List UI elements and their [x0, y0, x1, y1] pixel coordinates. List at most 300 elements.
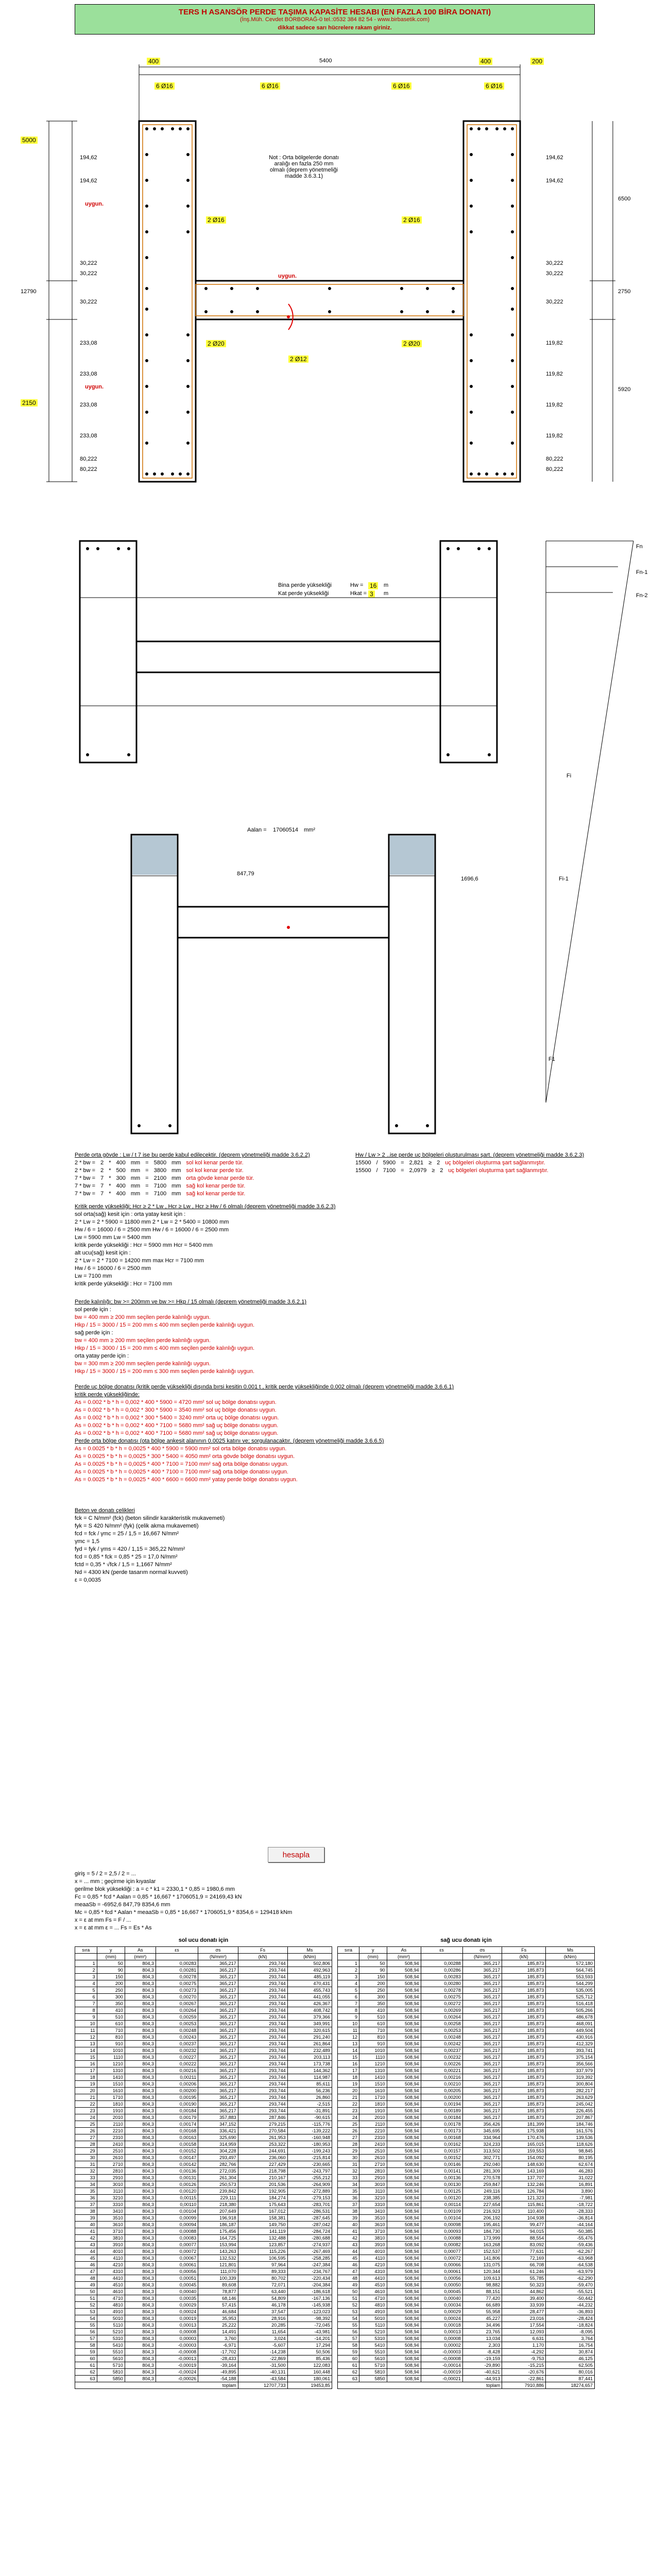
table-cell: 0,00237 — [421, 2047, 462, 2054]
table-cell: 508,94 — [387, 2248, 421, 2255]
bar-2020[interactable]: 2 Ø20 — [402, 340, 422, 347]
table-cell: 4710 — [97, 2295, 125, 2302]
kalinlik-row: sağ perde için : — [75, 1330, 113, 1336]
table-cell: 0,00018 — [421, 2322, 462, 2329]
table-cell: 365,217 — [462, 2108, 502, 2114]
table-cell: 13 — [338, 2041, 359, 2047]
table-cell: 293,744 — [238, 2074, 287, 2081]
table-cell: 4410 — [97, 2275, 125, 2282]
table-cell: 5810 — [359, 2369, 387, 2376]
table-cell: 16 — [338, 2061, 359, 2067]
table-row — [75, 2114, 332, 2121]
right-table-caption: sağ ucu donatı için — [440, 1937, 492, 1943]
table-cell: 5110 — [97, 2322, 125, 2329]
low-value: 119,82 — [546, 402, 563, 408]
calc-line: meaaSb = -6952,6 847,79 8354,6 mm — [75, 1902, 170, 1908]
donati2-row: As = 0.0025 * b * h = 0,0025 * 400 * 6600 = 6600 mm² yatay perde bölge donatısı uygun. — [75, 1477, 298, 1483]
table-cell: 0,00077 — [421, 2248, 462, 2255]
table-cell: 356,566 — [546, 2061, 595, 2067]
low-value: 119,82 — [546, 340, 563, 346]
table-row — [338, 2181, 595, 2188]
table-cell: 232,489 — [287, 2047, 332, 2054]
dim-left-flange[interactable]: 400 — [147, 58, 160, 65]
table-cell: 5510 — [359, 2349, 387, 2355]
hkat-input[interactable]: 3 — [368, 590, 375, 598]
table-cell: 804,3 — [125, 2061, 156, 2067]
table-cell: 1110 — [359, 2054, 387, 2061]
table-cell: 0,00082 — [421, 2242, 462, 2248]
table-row — [75, 2302, 332, 2309]
table-cell: 508,94 — [387, 1987, 421, 1994]
table-row — [338, 2376, 595, 2382]
side-dim[interactable]: 5000 — [21, 137, 38, 144]
table-cell: 293,744 — [238, 2081, 287, 2088]
table-cell: -43,584 — [238, 2376, 287, 2382]
kritik-row: alt ucu(sağ) kesit için : — [75, 1250, 131, 1256]
table-row — [75, 2369, 332, 2376]
table-cell: 3210 — [97, 2195, 125, 2201]
table-cell: 17 — [338, 2067, 359, 2074]
aalan-value: 17060514 — [273, 827, 298, 833]
table-cell: 508,94 — [387, 2094, 421, 2101]
table-cell: 508,94 — [387, 2188, 421, 2195]
table-cell: 99,477 — [502, 2222, 546, 2228]
table-cell: 804,3 — [125, 2047, 156, 2054]
table-cell: 206,192 — [462, 2215, 502, 2222]
table-cell: 185,873 — [502, 2034, 546, 2041]
table-cell: -0,00013 — [156, 2355, 198, 2362]
table-cell: 365,217 — [462, 2034, 502, 2041]
table-cell: 375,154 — [546, 2054, 595, 2061]
table-cell: 185,873 — [502, 2027, 546, 2034]
table-cell: 54 — [75, 2315, 97, 2322]
table-cell: 164,725 — [198, 2235, 238, 2242]
table-cell: -59,436 — [546, 2242, 595, 2248]
table-cell: 365,217 — [462, 2074, 502, 2081]
table-cell: 0,00152 — [156, 2148, 198, 2155]
table-row — [75, 2329, 332, 2335]
check-title-1: Perde orta gövde : Lw / t 7 ise bu perde kabul edilecektir. (deprem yönetmeliği madde 3.6.2.2) — [75, 1152, 310, 1158]
force-label: Fi — [566, 773, 572, 779]
table-cell: 2410 — [359, 2141, 387, 2148]
bar-label-1[interactable]: 6 Ø16 — [154, 82, 175, 90]
table-cell: 77,420 — [462, 2295, 502, 2302]
table-cell: 293,744 — [238, 2041, 287, 2047]
table-cell: 508,94 — [387, 2282, 421, 2289]
table-cell: -180,953 — [287, 2141, 332, 2148]
table-cell: 16,891 — [546, 2181, 595, 2188]
table-row — [338, 2315, 595, 2322]
table-cell: 804,3 — [125, 2215, 156, 2222]
table-cell: 334,964 — [462, 2134, 502, 2141]
bar-2012[interactable]: 2 Ø12 — [288, 355, 308, 363]
table-cell: 365,217 — [198, 2094, 238, 2101]
table-cell: 55 — [338, 2322, 359, 2329]
bottom-value: 80,222 — [546, 456, 563, 462]
hesapla-button[interactable]: hesapla — [268, 1847, 324, 1862]
table-cell: 51 — [75, 2295, 97, 2302]
table-cell: 293,744 — [238, 2021, 287, 2027]
table-cell: 293,744 — [238, 1980, 287, 1987]
table-cell: 0,00067 — [156, 2255, 198, 2262]
table-cell: 804,3 — [125, 2335, 156, 2342]
table-cell: 132,246 — [502, 2181, 546, 2188]
table-cell: 2 — [75, 1967, 97, 1974]
table-cell: -62,267 — [546, 2248, 595, 2255]
kritik-title: Kritik perde yüksekliği; Hcr ≥ 2 * Lw , Hcr ≥ Lw , Hcr ≥ Hw / 6 olmalı (deprem yönetmeliği madde 3.6.2.3) — [75, 1204, 336, 1210]
table-row — [75, 2208, 332, 2215]
table-cell: 804,3 — [125, 2376, 156, 2382]
table-cell: 19 — [338, 2081, 359, 2088]
table-cell: 68,146 — [198, 2295, 238, 2302]
table-cell: 2010 — [97, 2114, 125, 2121]
table-cell: 365,217 — [198, 2007, 238, 2014]
table-cell: 54,809 — [238, 2295, 287, 2302]
table-cell: -243,797 — [287, 2168, 332, 2175]
table-cell: -44,232 — [546, 2302, 595, 2309]
table-cell: -0,00014 — [421, 2362, 462, 2369]
table-cell: 132,532 — [198, 2255, 238, 2262]
hw-input[interactable]: 16 — [368, 582, 378, 589]
kritik-row: kritik perde yüksekliği : Hcr = 7100 mm — [75, 1281, 173, 1287]
table-cell: 1810 — [97, 2101, 125, 2108]
table-cell: 804,3 — [125, 2201, 156, 2208]
table-cell: 45 — [75, 2255, 97, 2262]
check-title-2: Hw / Lw > 2 ..ise perde uç bölgeleri oluşturulması şart. (deprem yönetmeliği madde 3.6.2.3) — [355, 1152, 585, 1158]
donati2-title: Perde orta bölge donatısı (ota bölge ankesit alanının 0.0025 katını ve; sorgulanacaktır. (deprem yönetmeliği madde 3.6.6.5) — [75, 1438, 384, 1444]
table-cell: 492,963 — [287, 1967, 332, 1974]
table-cell: 3010 — [97, 2181, 125, 2188]
table-row — [338, 2175, 595, 2181]
table-cell: 226,455 — [546, 2108, 595, 2114]
table-cell: 293,744 — [238, 2034, 287, 2041]
table-cell: 505,266 — [546, 2007, 595, 2014]
table-row — [338, 2014, 595, 2021]
table-row — [75, 2047, 332, 2054]
table-unit-cell — [75, 1954, 97, 1960]
table-cell: 804,3 — [125, 2094, 156, 2101]
table-cell: 185,873 — [502, 2014, 546, 2021]
table-row — [75, 2195, 332, 2201]
table-cell: 0,00280 — [421, 1980, 462, 1987]
table-cell: 365,217 — [198, 1987, 238, 1994]
table-cell: -55,476 — [546, 2235, 595, 2242]
table-cell: 804,3 — [125, 2329, 156, 2335]
bottom-value: 80,222 — [80, 456, 97, 462]
table-cell: 19 — [75, 2081, 97, 2088]
table-cell: 365,217 — [198, 2001, 238, 2007]
table-row — [338, 2195, 595, 2201]
table-cell: 508,94 — [387, 2161, 421, 2168]
bar-label-4[interactable]: 6 Ø16 — [484, 82, 504, 90]
table-cell: 165,015 — [502, 2141, 546, 2148]
table-cell: 184,746 — [546, 2121, 595, 2128]
table-row — [75, 2355, 332, 2362]
dim-web-thickness[interactable]: 200 — [530, 58, 544, 65]
table-cell: 0,00131 — [156, 2175, 198, 2181]
table-cell: 0,00120 — [156, 2188, 198, 2195]
table-cell: 804,3 — [125, 2175, 156, 2181]
table-row — [75, 1994, 332, 2001]
wall-value: 194,62 — [546, 155, 563, 161]
table-cell: 508,94 — [387, 2329, 421, 2335]
table-cell: 468,091 — [546, 2021, 595, 2027]
table-row — [338, 2248, 595, 2255]
table-cell: 0,00211 — [156, 2074, 198, 2081]
table-cell: 336,421 — [198, 2128, 238, 2134]
table-cell: 508,94 — [387, 2262, 421, 2268]
low-value: 233,08 — [80, 402, 97, 408]
table-row — [338, 2188, 595, 2195]
table-cell: 154,092 — [502, 2155, 546, 2161]
table-cell: 3 — [338, 1974, 359, 1980]
table-cell: -115,776 — [287, 2121, 332, 2128]
calc-line: x = ε at mm Fs = F / ... — [75, 1917, 131, 1923]
table-cell: 29 — [75, 2148, 97, 2155]
table-cell: 12 — [338, 2034, 359, 2041]
table-cell: 804,3 — [125, 2309, 156, 2315]
table-cell: 0,00253 — [421, 2027, 462, 2034]
table-cell: 63 — [75, 2376, 97, 2382]
calc-line: gerilme blok yüksekliği : a = c * k1 = 2330,1 * 0,85 = 1980,6 mm — [75, 1886, 235, 1892]
table-cell: 804,3 — [125, 2355, 156, 2362]
table-cell: 13 — [75, 2041, 97, 2047]
table-cell: 365,217 — [462, 2054, 502, 2061]
table-cell: 121,323 — [502, 2195, 546, 2201]
table-cell: 0,00163 — [156, 2134, 198, 2141]
table-row — [338, 2242, 595, 2248]
bar-2016[interactable]: 2 Ø16 — [402, 216, 422, 224]
table-cell: 365,217 — [198, 1967, 238, 1974]
table-row — [75, 2128, 332, 2134]
table-cell: 3510 — [359, 2215, 387, 2222]
table-cell: 2110 — [97, 2121, 125, 2128]
bar-2020[interactable]: 2 Ø20 — [206, 340, 226, 347]
table-row — [75, 2215, 332, 2222]
table-cell: 3010 — [359, 2181, 387, 2188]
table-row — [75, 2201, 332, 2208]
table-cell: 3310 — [359, 2201, 387, 2208]
table-cell: 20,285 — [238, 2322, 287, 2329]
table-cell: 365,217 — [462, 2088, 502, 2094]
table-cell: 185,873 — [502, 1994, 546, 2001]
table-cell: 0,00232 — [156, 2047, 198, 2054]
table-header-cell: εs — [156, 1947, 198, 1954]
table-unit-cell — [156, 1954, 198, 1960]
table-cell: 485,119 — [287, 1974, 332, 1980]
bar-label-3[interactable]: 6 Ø16 — [391, 82, 411, 90]
table-cell: 0,00226 — [421, 2061, 462, 2067]
table-cell: -14,238 — [238, 2349, 287, 2355]
force-label: Fn — [636, 544, 643, 550]
table-cell: 120,344 — [462, 2268, 502, 2275]
table-row — [338, 2074, 595, 2081]
table-cell: 132,488 — [238, 2235, 287, 2242]
table-cell: 175,938 — [502, 2128, 546, 2134]
table-cell: 45 — [338, 2255, 359, 2262]
table-cell: 72,071 — [238, 2282, 287, 2289]
table-cell: 804,3 — [125, 2134, 156, 2141]
table-cell: 98,882 — [462, 2282, 502, 2289]
table-cell: 2810 — [359, 2168, 387, 2175]
table-unit-cell — [421, 1954, 462, 1960]
table-cell: 5 — [338, 1987, 359, 1994]
table-cell: 508,94 — [387, 2195, 421, 2201]
table-cell: 0,00045 — [421, 2289, 462, 2295]
table-cell: 365,217 — [198, 2014, 238, 2021]
table-row — [338, 2027, 595, 2034]
table-cell: 0,00083 — [156, 2235, 198, 2242]
table-row — [338, 1960, 595, 1967]
table-row — [338, 2141, 595, 2148]
table-cell: 508,94 — [387, 2255, 421, 2262]
table-cell: 365,217 — [198, 2081, 238, 2088]
table-cell: 85,611 — [287, 2081, 332, 2088]
table-cell: 804,3 — [125, 2155, 156, 2161]
table-cell: 0,00173 — [421, 2128, 462, 2134]
table-cell: 17,294 — [287, 2342, 332, 2349]
material-title: Beton ve donatı çelikleri — [75, 1507, 135, 1514]
table-row — [338, 2007, 595, 2014]
table-cell: 62,674 — [546, 2161, 595, 2168]
table-cell: 38 — [338, 2208, 359, 2215]
table-cell: 365,217 — [462, 1987, 502, 1994]
table-cell: 185,873 — [502, 2021, 546, 2027]
table-cell: 4510 — [97, 2282, 125, 2289]
bar-2016[interactable]: 2 Ø16 — [206, 216, 226, 224]
donati2-row: As = 0.0025 * b * h = 0,0025 * 400 * 7100 = 7100 mm² sağ orta bölge donatısı uygun. — [75, 1469, 288, 1475]
dim-right-flange[interactable]: 400 — [479, 58, 492, 65]
table-cell: 313,502 — [462, 2148, 502, 2155]
table-row — [338, 2148, 595, 2155]
table-cell: 21 — [338, 2094, 359, 2101]
mid-value: 30,222 — [546, 299, 563, 305]
table-cell: 319,392 — [546, 2074, 595, 2081]
table-cell: 66,708 — [502, 2262, 546, 2268]
table-cell: 5510 — [97, 2349, 125, 2355]
kalinlik-row: bw = 400 mm ≥ 200 mm seçilen perde kalınlığı uygun. — [75, 1314, 211, 1320]
table-cell: 261,304 — [198, 2175, 238, 2181]
table-cell: 365,217 — [462, 2007, 502, 2014]
table-cell: 804,3 — [125, 1960, 156, 1967]
table-cell: 1410 — [97, 2074, 125, 2081]
table-cell: 293,744 — [238, 2054, 287, 2061]
kritik-row: 2 * Lw = 2 * 7100 = 14200 mm max Hcr = 7100 mm — [75, 1258, 204, 1264]
table-cell: 139,536 — [546, 2134, 595, 2141]
table-cell: 804,3 — [125, 2275, 156, 2282]
table-cell: 27 — [75, 2134, 97, 2141]
table-cell: 8 — [338, 2007, 359, 2014]
table-cell: -247,384 — [287, 2262, 332, 2268]
table-cell: 4310 — [359, 2268, 387, 2275]
table-cell: 31 — [338, 2161, 359, 2168]
table-cell: 4610 — [97, 2289, 125, 2295]
table-cell: 39 — [75, 2215, 97, 2222]
table-cell: 111,070 — [198, 2268, 238, 2275]
table-cell: 210,167 — [238, 2175, 287, 2181]
table-cell: 175,643 — [238, 2201, 287, 2208]
table-cell: 106,595 — [238, 2255, 287, 2262]
table-cell: 279,215 — [238, 2121, 287, 2128]
donati2-row: As = 0.0025 * b * h = 0,0025 * 300 * 5400 = 4050 mm² orta gövde bölge donatısı uygun. — [75, 1453, 295, 1460]
table-cell: 0,00088 — [156, 2228, 198, 2235]
table-cell: -59,470 — [546, 2282, 595, 2289]
table-cell: -9,753 — [502, 2355, 546, 2362]
mid-value: 30,222 — [80, 260, 97, 266]
table-cell: -139,222 — [287, 2128, 332, 2134]
table-row — [75, 2141, 332, 2148]
table-cell: 508,94 — [387, 2114, 421, 2121]
table-cell: 238,385 — [462, 2195, 502, 2201]
table-cell: 2 — [338, 1967, 359, 1974]
side-dim[interactable]: 2150 — [21, 399, 38, 406]
table-cell: 0,00168 — [156, 2128, 198, 2134]
table-cell: 5850 — [359, 2376, 387, 2382]
table-cell: 83,092 — [502, 2242, 546, 2248]
table-cell: 185,873 — [502, 1980, 546, 1987]
table-cell: 508,94 — [387, 1967, 421, 1974]
table-cell: 508,94 — [387, 2362, 421, 2369]
table-cell: 0,00066 — [421, 2262, 462, 2268]
table-cell: 39 — [338, 2215, 359, 2222]
table-cell: 85,436 — [287, 2355, 332, 2362]
table-cell: 291,240 — [287, 2034, 332, 2041]
bar-label-2[interactable]: 6 Ø16 — [260, 82, 280, 90]
table-row — [338, 2208, 595, 2215]
table-cell: 804,3 — [125, 1974, 156, 1980]
table-cell: 365,217 — [198, 2101, 238, 2108]
table-cell: 52 — [75, 2302, 97, 2309]
table-cell: 3410 — [97, 2208, 125, 2215]
table-cell: 508,94 — [387, 2242, 421, 2248]
table-cell: 0,00278 — [156, 1974, 198, 1980]
table-cell: 2410 — [97, 2141, 125, 2148]
table-cell: 0,00034 — [421, 2302, 462, 2309]
total-fs: 7910,886 — [502, 2382, 546, 2389]
table-row — [75, 1974, 332, 1980]
calc-line: Fc = 0,85 * fcd * Aalan = 0,85 * 16,667 * 1706051,9 = 24169,43 kN — [75, 1894, 242, 1900]
table-cell: 0,00195 — [156, 2094, 198, 2101]
table-cell: 804,3 — [125, 2088, 156, 2094]
table-cell: -28,433 — [198, 2355, 238, 2362]
table-row — [75, 2161, 332, 2168]
table-row — [338, 2101, 595, 2108]
material-row: fyd = fyk / γms = 420 / 1,15 = 365,22 N/mm² — [75, 1546, 185, 1552]
table-cell: 2310 — [97, 2134, 125, 2141]
table-unit-cell: (mm²) — [387, 1954, 421, 1960]
table-cell: 201,536 — [238, 2181, 287, 2188]
table-cell: 293,744 — [238, 2094, 287, 2101]
table-cell: 72,169 — [502, 2255, 546, 2262]
table-cell: 5210 — [359, 2329, 387, 2335]
table-cell: 0,00130 — [421, 2181, 462, 2188]
kalinlik-row: bw = 300 mm ≥ 200 mm seçilen perde kalınlığı uygun. — [75, 1361, 211, 1367]
table-cell: 4010 — [97, 2248, 125, 2255]
table-cell: 365,217 — [198, 1980, 238, 1987]
table-cell: 195,461 — [462, 2222, 502, 2228]
table-cell: 60 — [75, 2355, 97, 2362]
table-cell: 49 — [338, 2282, 359, 2289]
table-cell: 0,00008 — [421, 2335, 462, 2342]
table-cell: 141,119 — [238, 2228, 287, 2235]
table-row — [75, 2268, 332, 2275]
table-cell: 185,873 — [502, 2061, 546, 2067]
table-cell: -255,212 — [287, 2175, 332, 2181]
table-cell: 0,00216 — [421, 2074, 462, 2081]
table-cell: 449,504 — [546, 2027, 595, 2034]
table-row — [338, 2289, 595, 2295]
table-cell: 152,537 — [462, 2248, 502, 2255]
